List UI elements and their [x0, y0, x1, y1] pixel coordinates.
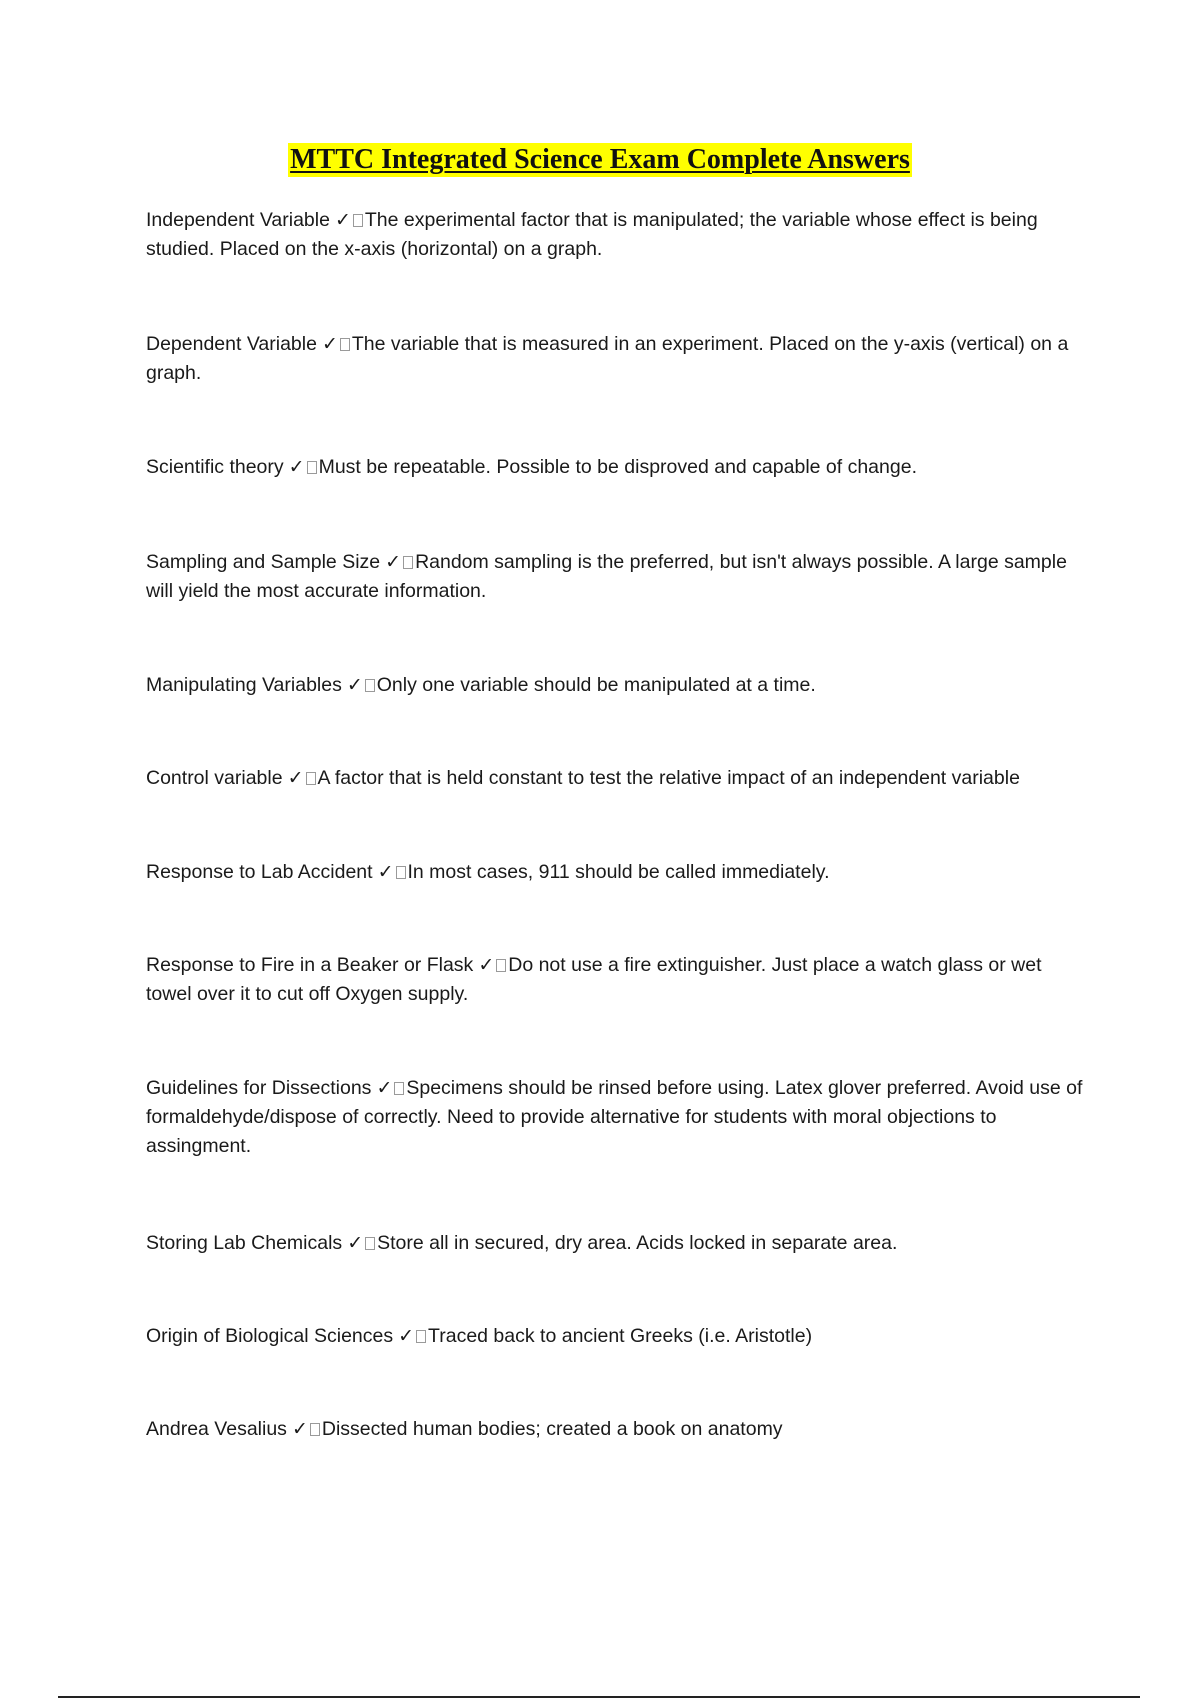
- entry-storing-lab-chemicals: [146, 1229, 1086, 1258]
- checkmark-icon: ✓: [478, 954, 495, 976]
- entry-term: Response to Fire in a Beaker or Flask: [146, 954, 474, 976]
- checkmark-icon: ✓: [287, 767, 304, 789]
- entry-term: Guidelines for Dissections: [146, 1077, 372, 1099]
- entry-andrea-vesalius: [146, 1415, 1086, 1444]
- empty-box-icon: [394, 1082, 404, 1095]
- entry-response-to-lab-accident: [146, 858, 1086, 887]
- entry-definition: Only one variable should be manipulated at a time.: [376, 674, 816, 696]
- checkmark-icon: ✓: [334, 209, 351, 231]
- entry-term: Sampling and Sample Size: [146, 551, 381, 573]
- entry-term: Scientific theory: [146, 456, 284, 478]
- entry-definition: In most cases, 911 should be called immediately.: [407, 861, 830, 883]
- checkmark-icon: ✓: [288, 456, 305, 478]
- entry-definition: Traced back to ancient Greeks (i.e. Aristotle): [428, 1325, 813, 1347]
- entry-term: Origin of Biological Sciences: [146, 1325, 394, 1347]
- entry-origin-of-biological-sciences: [146, 1322, 1086, 1351]
- entry-term: Control variable: [146, 767, 283, 789]
- empty-box-icon: [340, 338, 350, 351]
- entry-scientific-theory: [146, 453, 1086, 482]
- title-container: [0, 143, 1200, 177]
- entry-independent-variable: [146, 206, 1086, 264]
- entry-term: Independent Variable: [146, 209, 330, 231]
- entry-sampling-and-sample-size: [146, 548, 1086, 606]
- empty-box-icon: [310, 1423, 320, 1436]
- checkmark-icon: ✓: [376, 1077, 393, 1099]
- empty-box-icon: [306, 772, 316, 785]
- entry-term: Andrea Vesalius: [146, 1418, 287, 1440]
- entry-dependent-variable: [146, 330, 1086, 388]
- entry-term: Response to Lab Accident: [146, 861, 373, 883]
- checkmark-icon: ✓: [291, 1418, 308, 1440]
- empty-box-icon: [496, 959, 506, 972]
- entry-definition: The variable that is measured in an experiment. Placed on the y-axis (vertical) on a graph.: [146, 333, 1069, 384]
- checkmark-icon: ✓: [398, 1325, 415, 1347]
- entry-definition: Specimens should be rinsed before using. Latex glover preferred. Avoid use of formaldehyde/dispose of correctly. Need to provide alternative for students with moral objections to assingment.: [146, 1077, 1083, 1157]
- checkmark-icon: ✓: [377, 861, 394, 883]
- entry-manipulating-variables: [146, 671, 1086, 700]
- entry-definition: Random sampling is the preferred, but isn't always possible. A large sample will yield the most accurate information.: [146, 551, 1067, 602]
- entry-definition: A factor that is held constant to test the relative impact of an independent variable: [317, 767, 1020, 789]
- empty-box-icon: [416, 1330, 426, 1343]
- checkmark-icon: ✓: [385, 551, 402, 573]
- empty-box-icon: [307, 461, 317, 474]
- empty-box-icon: [396, 866, 406, 879]
- entry-definition: Store all in secured, dry area. Acids locked in separate area.: [377, 1232, 898, 1254]
- entry-response-to-fire: [146, 951, 1086, 1009]
- empty-box-icon: [365, 1237, 375, 1250]
- entry-term: Storing Lab Chemicals: [146, 1232, 343, 1254]
- empty-box-icon: [403, 556, 413, 569]
- checkmark-icon: ✓: [321, 333, 338, 355]
- checkmark-icon: ✓: [346, 674, 363, 696]
- entry-definition: Dissected human bodies; created a book on anatomy: [321, 1418, 783, 1440]
- entry-term: Dependent Variable: [146, 333, 317, 355]
- entry-term: Manipulating Variables: [146, 674, 342, 696]
- checkmark-icon: ✓: [347, 1232, 364, 1254]
- entry-guidelines-for-dissections: [146, 1074, 1086, 1161]
- entry-definition: Must be repeatable. Possible to be disproved and capable of change.: [318, 456, 917, 478]
- entry-definition: The experimental factor that is manipulated; the variable whose effect is being studied. Placed on the x-axis (horizontal) on a graph.: [146, 209, 1038, 260]
- empty-box-icon: [353, 214, 363, 227]
- footer-divider: [58, 1696, 1140, 1698]
- document-title: MTTC Integrated Science Exam Complete Answers: [290, 144, 910, 175]
- entry-definition: Do not use a fire extinguisher. Just place a watch glass or wet towel over it to cut off Oxygen supply.: [146, 954, 1042, 1005]
- empty-box-icon: [365, 679, 375, 692]
- entry-control-variable: [146, 764, 1086, 793]
